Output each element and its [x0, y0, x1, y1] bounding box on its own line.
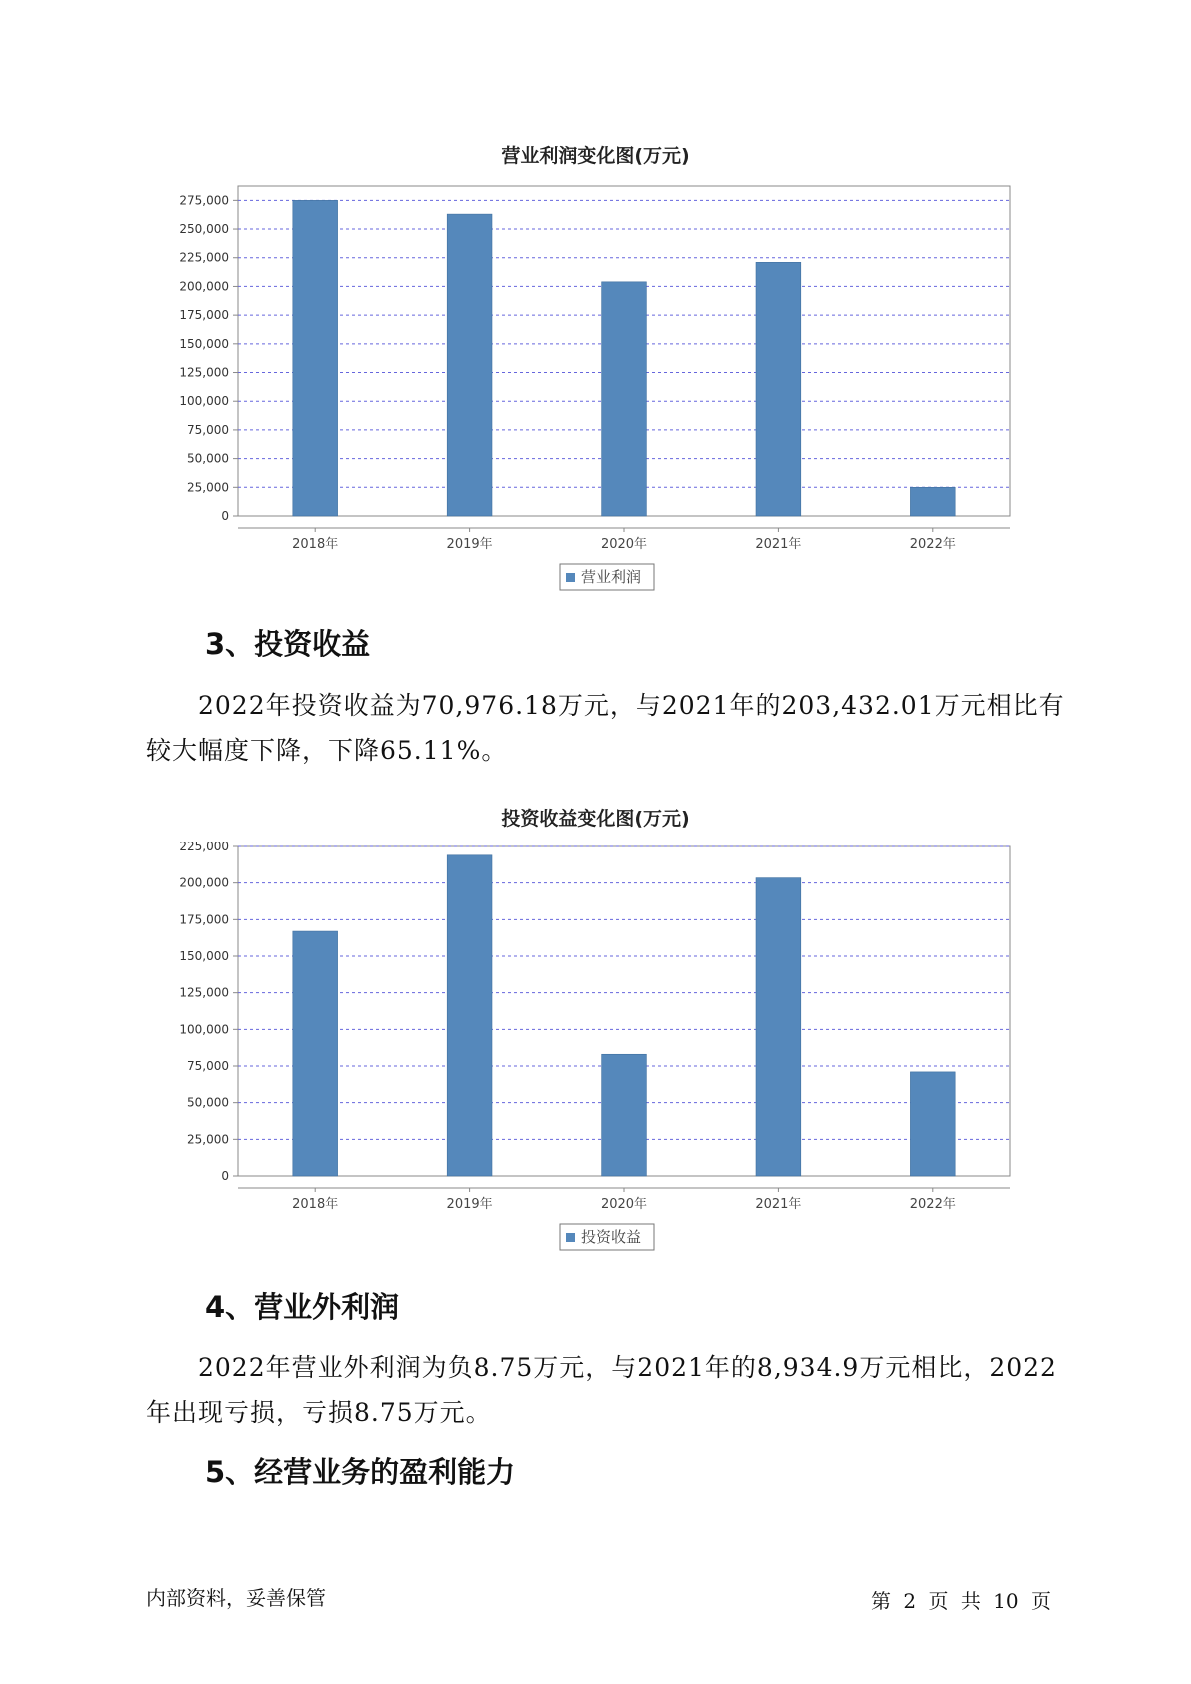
legend-label: 营业利润	[581, 568, 642, 586]
y-tick-label: 225,000	[179, 250, 229, 265]
chart-title-investment-income: 投资收益变化图(万元)	[501, 808, 690, 830]
paragraph-line: 较大幅度下降，下降65.11%。	[146, 736, 508, 765]
bar-2021	[756, 878, 801, 1176]
y-tick-label: 50,000	[187, 451, 229, 466]
y-tick-label: 275,000	[179, 193, 229, 208]
section-heading-non-operating-profit: 4、营业外利润	[205, 1290, 400, 1324]
y-tick-label: 75,000	[187, 1059, 229, 1073]
section-heading-investment-income: 3、投资收益	[205, 627, 371, 661]
y-tick-label: 150,000	[179, 949, 229, 963]
y-tick-label: 100,000	[179, 1022, 229, 1037]
y-tick-label: 225,000	[179, 842, 229, 853]
y-tick-label: 25,000	[187, 480, 229, 495]
legend-swatch	[566, 1233, 575, 1242]
x-tick-label: 2021年	[755, 537, 802, 552]
y-tick-label: 50,000	[187, 1095, 229, 1110]
y-tick-label: 150,000	[179, 336, 229, 351]
bar-2021	[756, 262, 801, 516]
bar-2019	[447, 855, 492, 1176]
bar-2018	[293, 200, 338, 516]
x-tick-label: 2020年	[600, 537, 648, 552]
bar-2020	[602, 1054, 647, 1176]
y-tick-label: 200,000	[179, 875, 229, 890]
x-tick-label: 2021年	[755, 1197, 802, 1212]
x-tick-label: 2018年	[292, 1197, 339, 1212]
bar-2022	[910, 487, 955, 516]
footer-confidential-note: 内部资料，妥善保管	[146, 1586, 326, 1610]
x-tick-label: 2020年	[600, 1197, 648, 1212]
y-tick-label: 250,000	[179, 222, 229, 237]
footer-page-number: 第 2 页 共 10 页	[871, 1589, 1051, 1613]
paragraph-investment-income	[146, 683, 1066, 773]
y-tick-label: 125,000	[179, 365, 229, 380]
y-tick-label: 175,000	[179, 912, 229, 927]
y-tick-label: 175,000	[179, 308, 229, 323]
paragraph-line: 2022年投资收益为70,976.18万元，与2021年的203,432.01万元相比有	[198, 691, 1065, 720]
x-tick-label: 2019年	[446, 537, 493, 552]
paragraph-line: 年出现亏损，亏损8.75万元。	[146, 1398, 492, 1427]
x-tick-label: 2019年	[446, 1197, 493, 1212]
section-heading-operating-profitability: 5、经营业务的盈利能力	[205, 1455, 516, 1489]
chart-operating-profit	[0, 180, 1191, 640]
y-tick-label: 75,000	[187, 422, 229, 437]
x-tick-label: 2022年	[909, 537, 956, 552]
y-tick-label: 0	[221, 509, 229, 523]
y-tick-label: 125,000	[179, 985, 229, 1000]
chart-title-operating-profit: 营业利润变化图(万元)	[501, 145, 690, 167]
y-tick-label: 25,000	[187, 1132, 229, 1147]
bar-2020	[602, 282, 647, 516]
bar-2022	[910, 1072, 955, 1176]
y-tick-label: 200,000	[179, 279, 229, 294]
paragraph-line: 2022年营业外利润为负8.75万元，与2021年的8,934.9万元相比，2022	[198, 1353, 1057, 1382]
y-tick-label: 0	[221, 1169, 229, 1183]
x-tick-label: 2022年	[909, 1197, 956, 1212]
bar-2018	[293, 931, 338, 1176]
bar-2019	[447, 214, 492, 516]
y-tick-label: 100,000	[179, 394, 229, 409]
chart-investment-income	[0, 842, 1191, 1262]
paragraph-non-operating-profit	[146, 1345, 1066, 1435]
x-tick-label: 2018年	[292, 537, 339, 552]
legend-label: 投资收益	[581, 1228, 642, 1246]
legend-swatch	[566, 573, 575, 582]
